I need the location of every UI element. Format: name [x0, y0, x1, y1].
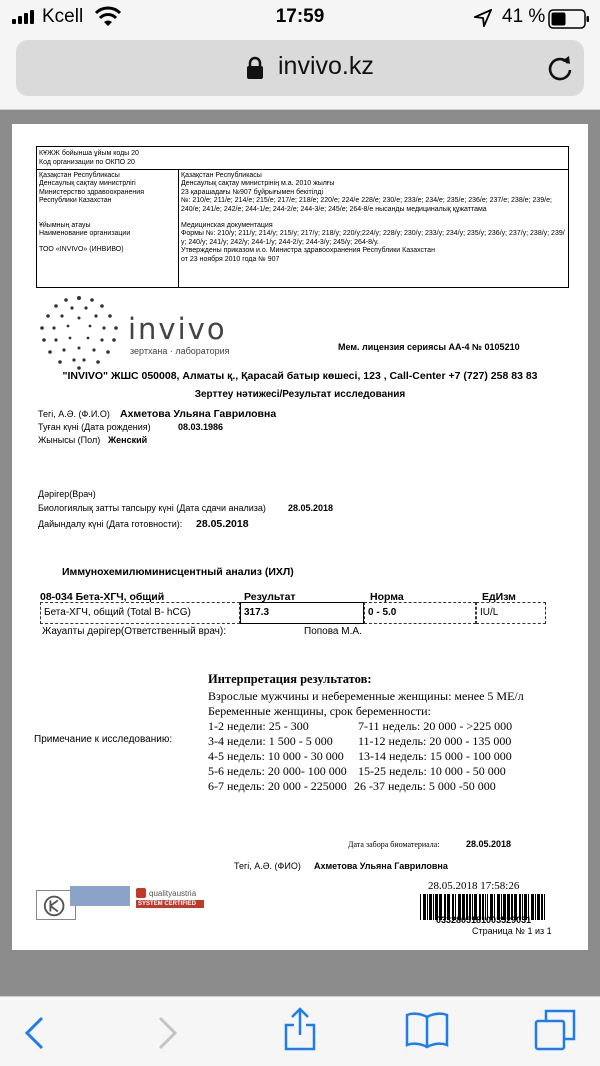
org-label-kz: Ұйымның атауы	[39, 221, 91, 229]
license-number: Мем. лицензия сериясы АА-4 № 0105210	[338, 342, 520, 352]
unit-header: ЕдИзм	[482, 591, 516, 603]
barcode-number: 0332805181003529031	[436, 915, 532, 925]
interpretation-line2: Беременные женщины, срок беременности:	[208, 704, 431, 718]
lab-report-document	[12, 124, 588, 950]
right-kz-forms: №: 210/е; 211/е; 214/е; 215/е; 217/е; 218/е; 220/е; 224/е 228/е; 230/е; 233/е; 234/е; 235/е; 236/е; 237/е; 238/е; 239/е; 240/е; 241/е; 242/е; 244-1/е; 244-2/е; 244-3/е; 245/е; 264-8/е нысанды медициналық құжаттама	[181, 197, 552, 213]
fio-label: Тегі, А.Ә. (ФИО)	[234, 861, 301, 871]
address-bar[interactable]	[16, 40, 584, 96]
right-ru-line4: от 23 ноября 2010 года № 907	[181, 255, 280, 263]
forward-icon[interactable]	[154, 1015, 180, 1051]
okpo-ru: Код организации по ОКПО 20	[39, 159, 135, 166]
interp-row-2-right: 11-12 недель: 20 000 - 135 000	[358, 734, 512, 748]
note-label: Примечание к исследованию:	[34, 734, 173, 745]
test-header: 08-034 Бета-ХГЧ, общий	[40, 591, 165, 603]
lab-address: "INVIVO" ЖШС 050008, Алматы қ., Қарасай батыр көшесі, 123 , Call-Center +7 (727) 258 83 83	[62, 370, 538, 382]
unit-cell: IU/L	[476, 602, 546, 624]
patient-name: Ахметова Ульяна Гавриловна	[120, 408, 277, 420]
share-icon[interactable]	[282, 1007, 318, 1051]
battery-percent: 41 %	[502, 6, 546, 27]
quality-brand: qualityaustria	[149, 888, 197, 898]
interp-row-5-left: 6-7 недель: 20 000 - 225000	[208, 779, 347, 793]
fio-value: Ахметова Ульяна Гавриловна	[314, 861, 448, 871]
tabs-icon[interactable]	[534, 1009, 576, 1051]
interp-row-1-left: 1-2 недели: 25 - 300	[208, 719, 309, 733]
interpretation-line1: Взрослые мужчины и небеременные женщины: менее 5 МЕ/л	[208, 689, 524, 703]
brand-name: invivo	[128, 312, 227, 346]
sex-value: Женский	[108, 435, 148, 445]
ready-date-label: Дайындалу күні (Дата готовности):	[38, 519, 183, 529]
ministry-kz-line1: Қазақстан Республикасы	[39, 172, 120, 179]
okpo-box	[36, 146, 569, 170]
ready-date-value: 28.05.2018	[196, 518, 249, 530]
quality-austria-logo	[136, 888, 208, 922]
right-kz-line2: Денсаулық сақтау министрінің м.а. 2010 жылғы	[181, 180, 335, 188]
result-header: Результат	[244, 591, 296, 603]
right-ru-line3: Утверждены приказом и.о. Министра здравоохранения Республики Казахстан	[181, 247, 435, 255]
reload-icon[interactable]	[546, 54, 574, 82]
responsible-doctor-value: Попова М.А.	[304, 626, 362, 637]
page-info: Страница № 1 из 1	[472, 926, 552, 936]
ministry-right-column	[179, 170, 569, 287]
print-datetime: 28.05.2018 17:58:26	[428, 880, 520, 892]
submit-date-value: 28.05.2018	[288, 503, 334, 513]
result-cell: 317.3	[240, 602, 364, 624]
ministry-box	[36, 170, 569, 288]
biomaterial-date-value: 28.05.2018	[466, 839, 512, 849]
interp-row-1-right: 7-11 недель: 20 000 - >225 000	[358, 719, 513, 733]
biomaterial-date-label: Дата забора биоматериала:	[348, 840, 440, 849]
org-label-ru: Наименование организации	[39, 230, 131, 238]
bookmarks-icon[interactable]	[404, 1011, 450, 1049]
browser-chrome	[0, 0, 600, 110]
analysis-section-title: Иммунохемилюминисцентный анализ (ИХЛ)	[62, 566, 294, 578]
ministry-left-column	[37, 170, 179, 287]
certificate-badge-icon	[70, 886, 130, 906]
lock-icon	[246, 56, 264, 80]
interp-row-2-left: 3-4 недели: 1 500 - 5 000	[208, 734, 333, 748]
right-ru-line1: Медицинская документация	[181, 222, 273, 230]
interp-row-5-right: 26 -37 недель: 5 000 -50 000	[354, 779, 496, 793]
interp-row-4-left: 5-6 недель: 20 000- 100 000	[208, 764, 347, 778]
browser-toolbar	[0, 996, 600, 1066]
right-kz-line3: 23 қарашадағы №907 бұйрығымен бекітілді	[181, 188, 323, 196]
right-ru-forms: Формы №: 210/у; 211/у; 214/у; 215/у; 217/у; 218/у; 220/у;224/у; 228/у; 230/у; 233/у; 234/у; 235/у; 236/у; 237/у; 238/у; 239/у; 240/у; 241/у; 242/у; 244-1/у; 244-2/у; 244-3/у; 245/у; 264-8/у.	[181, 230, 565, 246]
ministry-ru-line2: Республики Казахстан	[39, 197, 112, 205]
back-icon[interactable]	[22, 1015, 48, 1051]
invivo-logo-icon	[34, 292, 124, 370]
norm-cell: 0 - 5.0	[364, 602, 476, 624]
ministry-kz-line2: Денсаулық сақтау министрлігі	[39, 180, 136, 188]
responsible-doctor-label: Жауапты дәрігер(Ответственный врач):	[42, 626, 226, 637]
carrier-name: Kcell	[42, 6, 84, 27]
okpo-kz: КҰЖЖ бойынша ұйым коды 20	[39, 150, 139, 157]
sex-label: Жынысы (Пол)	[38, 435, 101, 445]
ministry-ru-line1: Министерство здравоохранения	[39, 188, 144, 196]
report-title: Зерттеу нәтижесі/Результат исследования	[194, 389, 406, 400]
location-icon	[474, 9, 492, 27]
status-bar	[0, 0, 600, 36]
dob-value: 08.03.1986	[178, 422, 224, 432]
interp-row-3-left: 4-5 недель: 10 000 - 30 000	[208, 749, 344, 763]
quality-logo-icon	[136, 888, 146, 898]
org-name: ТОО «INVIVO» (ИНВИВО)	[39, 246, 124, 254]
test-name-cell: Бета-ХГЧ, общий (Total B- hCG)	[40, 602, 240, 624]
clock: 17:59	[275, 6, 325, 27]
quality-sub: SYSTEM CERTIFIED	[136, 900, 204, 908]
interpretation-title: Интерпретация результатов:	[208, 672, 372, 686]
url-text[interactable]: invivo.kz	[278, 52, 374, 80]
submit-date-label: Биологиялық затты тапсыру күні (Дата сдачи анализа)	[38, 503, 266, 513]
brand-subtitle: зертхана · лаборатория	[130, 346, 230, 356]
right-kz-line1: Қазақстан Республикасы	[181, 172, 262, 179]
norm-header: Норма	[370, 591, 404, 603]
interp-row-3-right: 13-14 недель: 15 000 - 100 000	[358, 749, 512, 763]
result-row	[40, 602, 546, 624]
battery-icon	[548, 9, 590, 29]
patient-name-label: Тегі, А.Ә. (Ф.И.О)	[38, 409, 110, 419]
doctor-label: Дәрігер(Врач)	[38, 489, 96, 499]
interp-row-4-right: 15-25 недель: 10 000 - 50 000	[358, 764, 506, 778]
dob-label: Туған күні (Дата рождения)	[38, 422, 151, 432]
